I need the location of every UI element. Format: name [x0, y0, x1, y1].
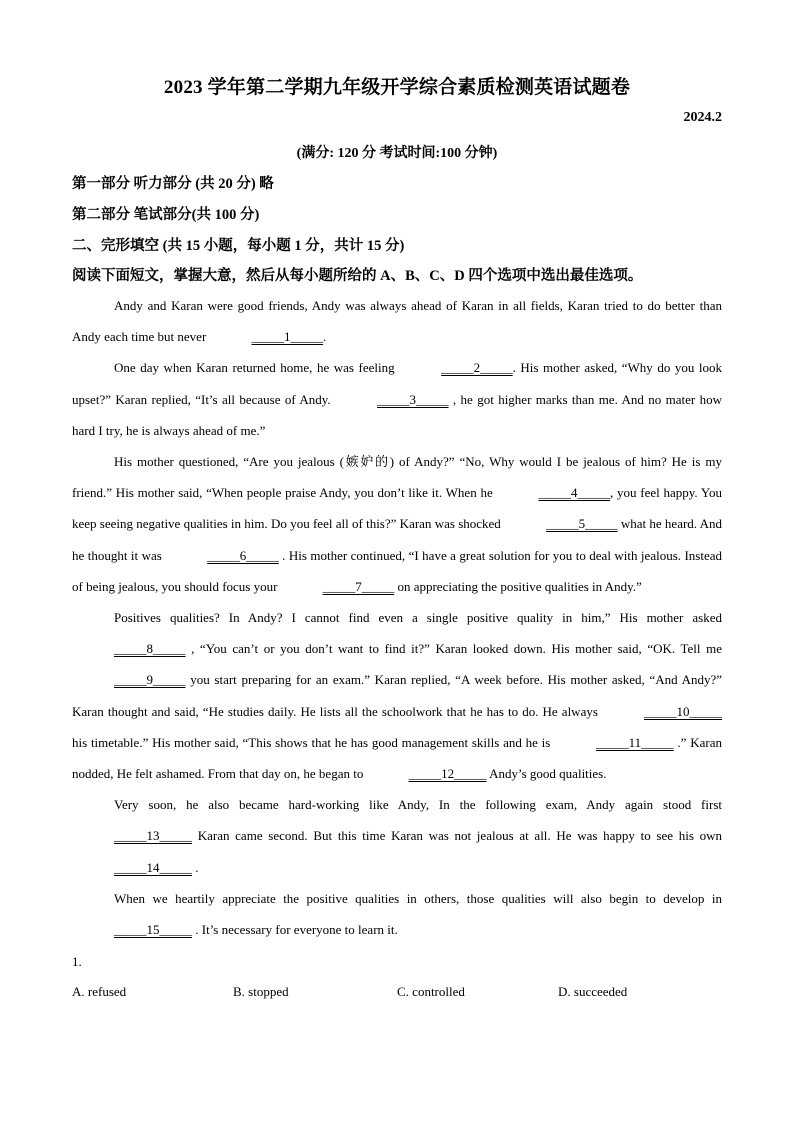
paragraph-text: his timetable.” His mother said, “This shows that he has good management skills and he is — [72, 734, 555, 750]
blank-6: _____6_____ — [207, 547, 279, 563]
paragraph-text: , he got higher marks than me. And no mater how hard I try, he is always ahead of me.” — [72, 391, 722, 438]
paragraph-text: Very soon, he also became hard-working like Andy, In the following exam, Andy again stood first — [114, 797, 722, 813]
blank-5: _____5_____ — [546, 516, 618, 532]
blank-7: _____7_____ — [322, 578, 395, 594]
blank-4: _____4_____ — [538, 485, 610, 501]
cloze-passage — [72, 290, 722, 945]
paragraph-text: One day when Karan returned home, he was feeling — [114, 360, 400, 376]
exam-title: 2023 学年第二学期九年级开学综合素质检测英语试题卷 — [163, 77, 631, 98]
paragraph-text: . It’s necessary for everyone to learn it. — [192, 922, 398, 938]
option-b[interactable]: B. stopped — [233, 984, 289, 999]
blank-13: _____13_____ — [114, 828, 192, 844]
paragraph-text: .” Karan nodded, He felt ashamed. From that day on, he began to — [72, 734, 722, 782]
blank-2: _____2_____ — [441, 360, 513, 376]
blank-1: _____1_____ — [251, 329, 324, 345]
paragraph-text: you start preparing for an exam.” Karan replied, “A week before. His mother asked, “And Andy?” Karan thought and said, “He studies daily. He lists all the schoolwork that he has to do. He always — [72, 672, 722, 719]
paragraph-text: Andy’s good qualities. — [486, 766, 607, 782]
paragraph-text: . His mother asked, “Why do you look upset?” Karan replied, “It’s all because of Andy. — [72, 360, 722, 407]
passage-paragraph-4 — [72, 602, 722, 789]
blank-12: _____12_____ — [408, 766, 487, 782]
part2-heading: 第二部分 笔试部分(共 100 分) — [72, 207, 260, 223]
instruction-text: 阅读下面短文，掌握大意，然后从每小题所给的 A、B、C、D 四个选项中选出最佳选项。 — [72, 268, 643, 284]
option-c[interactable]: C. controlled — [397, 984, 465, 999]
question-number: 1. — [72, 954, 82, 969]
paragraph-text: Positives qualities? In Andy? I cannot find even a single positive quality in him,” His mother asked — [114, 610, 722, 626]
paragraph-text: When we heartily appreciate the positive qualities in others, those qualities will also begin to develop in — [114, 890, 722, 906]
paragraph-text: . His mother continued, “I have a great solution for you to deal with jealous. Instead of being jealous, you should focus your — [72, 547, 722, 594]
blank-14: _____14_____ — [114, 859, 192, 875]
blank-8: _____8_____ — [114, 641, 186, 657]
option-a[interactable]: A. refused — [72, 984, 127, 999]
paragraph-text: . — [323, 329, 327, 345]
paragraph-text: , “You can’t or you don’t want to find it?” Karan looked down. His mother said, “OK. Tell me — [185, 641, 722, 657]
section-heading: 二、完形填空 (共 15 小题，每小题 1 分，共计 15 分) — [72, 238, 405, 254]
passage-paragraph-3 — [72, 446, 722, 602]
score-time-line: (满分: 120 分 考试时间:100 分钟) — [296, 146, 498, 161]
passage-paragraph-1 — [72, 290, 722, 352]
blank-11: _____11_____ — [596, 734, 674, 750]
part1-heading: 第一部分 听力部分 (共 20 分) 略 — [72, 176, 274, 192]
blank-15: _____15_____ — [114, 922, 192, 938]
paragraph-text: Karan came second. But this time Karan was not jealous at all. He was happy to see his own — [192, 828, 722, 844]
paragraph-text: what he heard. And he thought it was — [72, 516, 722, 563]
paragraph-text: His mother questioned, “Are you jealous (嫉妒的) of Andy?” “No, Why would I be jealous of him? He is my friend.” His mother said, “When people praise Andy, you don’t like it. When he — [72, 454, 722, 501]
option-d[interactable]: D. succeeded — [558, 984, 628, 999]
paragraph-text: . — [192, 859, 199, 875]
passage-paragraph-6 — [72, 883, 722, 945]
blank-9: _____9_____ — [114, 672, 186, 688]
blank-10: _____10_____ — [644, 703, 722, 719]
passage-paragraph-5 — [72, 789, 722, 883]
paragraph-text: Andy and Karan were good friends, Andy was always ahead of Karan in all fields, Karan tried to do better than Andy each time but never — [72, 298, 722, 345]
paragraph-text: on appreciating the positive qualities in Andy.” — [394, 578, 642, 594]
paragraph-text: , you feel happy. You keep seeing negative qualities in him. Do you feel all of this?” Karan was shocked — [72, 485, 722, 532]
passage-paragraph-2 — [72, 352, 722, 446]
exam-date: 2024.2 — [683, 110, 722, 125]
blank-3: _____3_____ — [377, 391, 449, 407]
